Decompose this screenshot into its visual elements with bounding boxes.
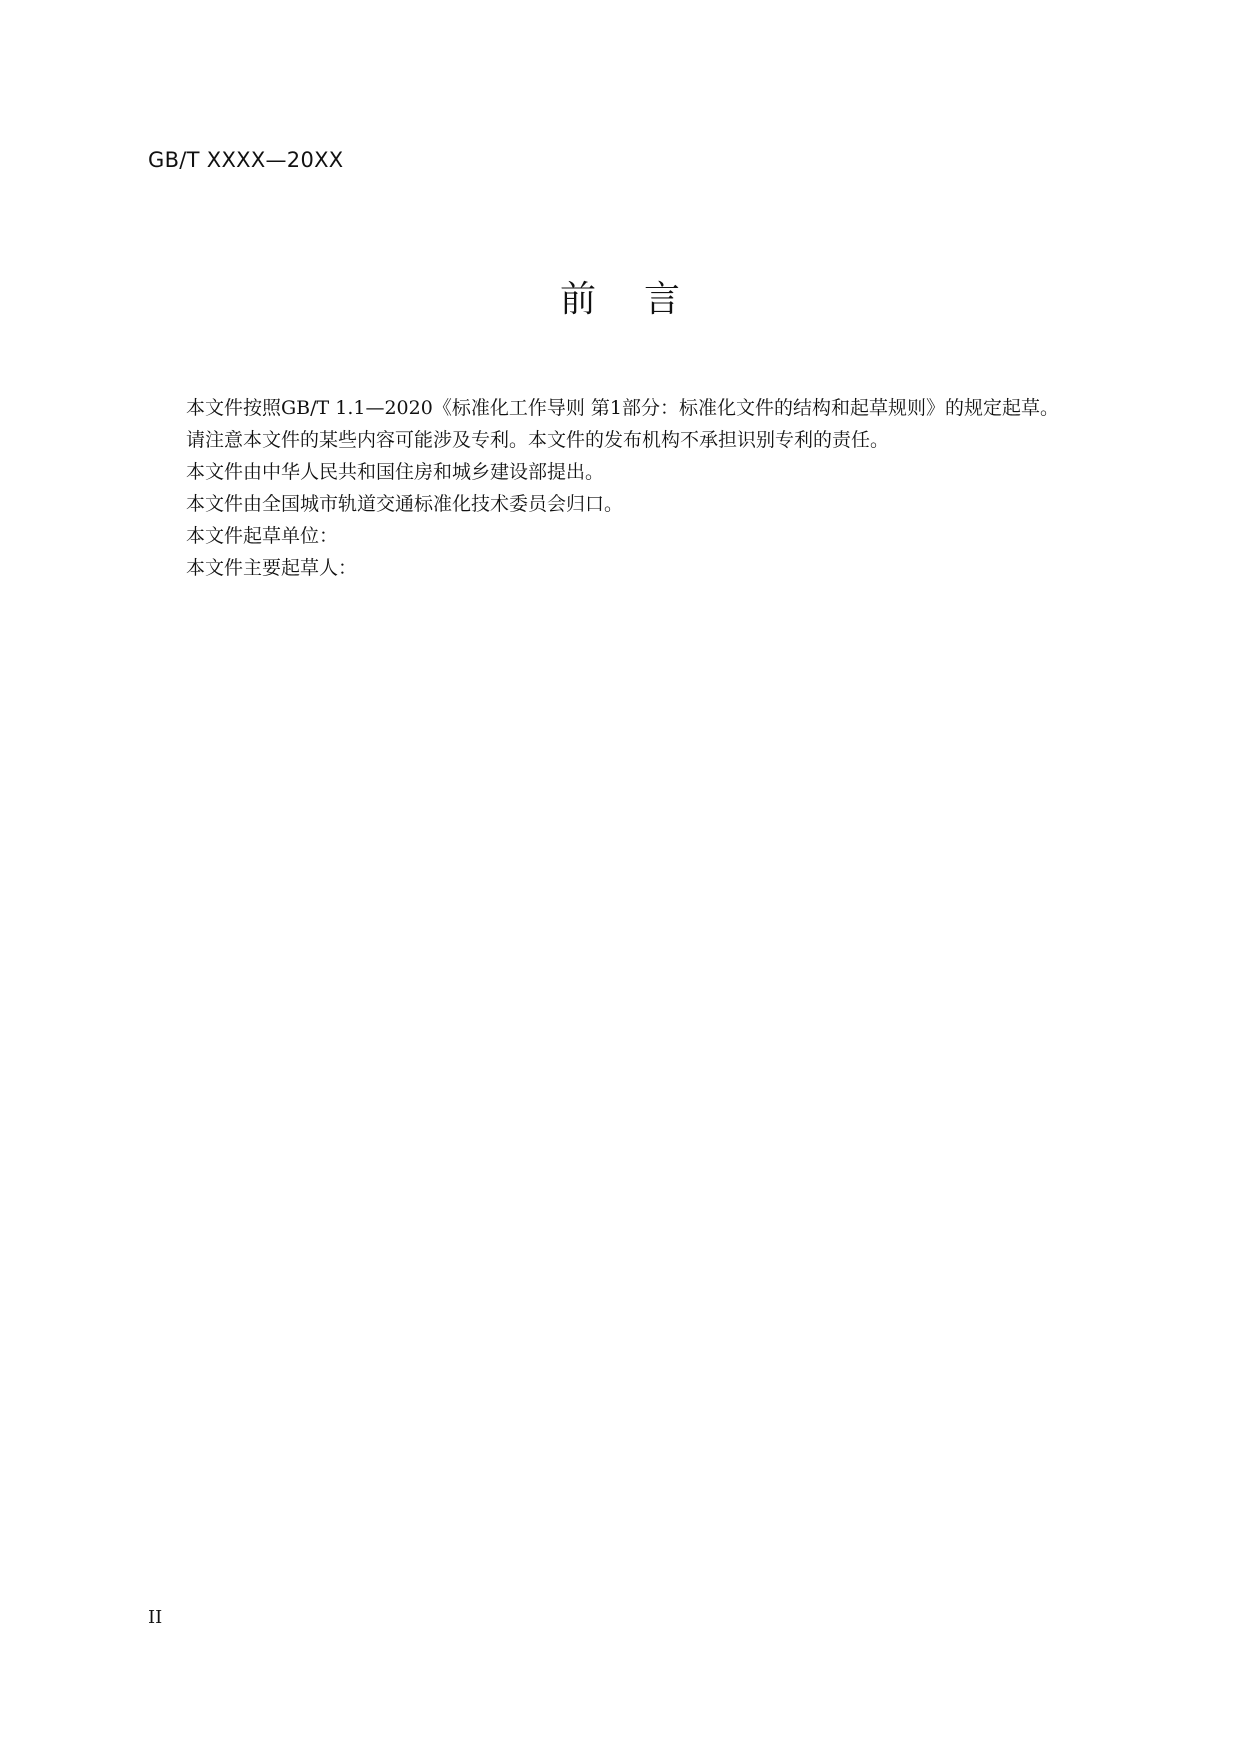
title-char-2: 言	[644, 279, 681, 320]
paragraph-drafting-units: 本文件起草单位：	[186, 525, 339, 547]
foreword-body	[148, 392, 1126, 584]
paragraph-patent-notice: 请注意本文件的某些内容可能涉及专利。本文件的发布机构不承担识别专利的责任。	[186, 429, 890, 451]
paragraph-committee: 本文件由全国城市轨道交通标准化技术委员会归口。	[186, 493, 624, 515]
paragraph-proposer: 本文件由中华人民共和国住房和城乡建设部提出。	[186, 461, 605, 483]
title-char-1: 前	[559, 279, 596, 320]
page-number: II	[148, 1607, 163, 1628]
page-title	[0, 276, 1240, 324]
paragraph-drafting-basis: 本文件按照GB/T 1.1—2020《标准化工作导则 第1部分：标准化文件的结构和起草规则》的规定起草。	[186, 397, 1059, 419]
paragraph-drafters: 本文件主要起草人：	[186, 557, 358, 579]
standard-code-header: GB/T XXXX—20XX	[148, 148, 344, 172]
